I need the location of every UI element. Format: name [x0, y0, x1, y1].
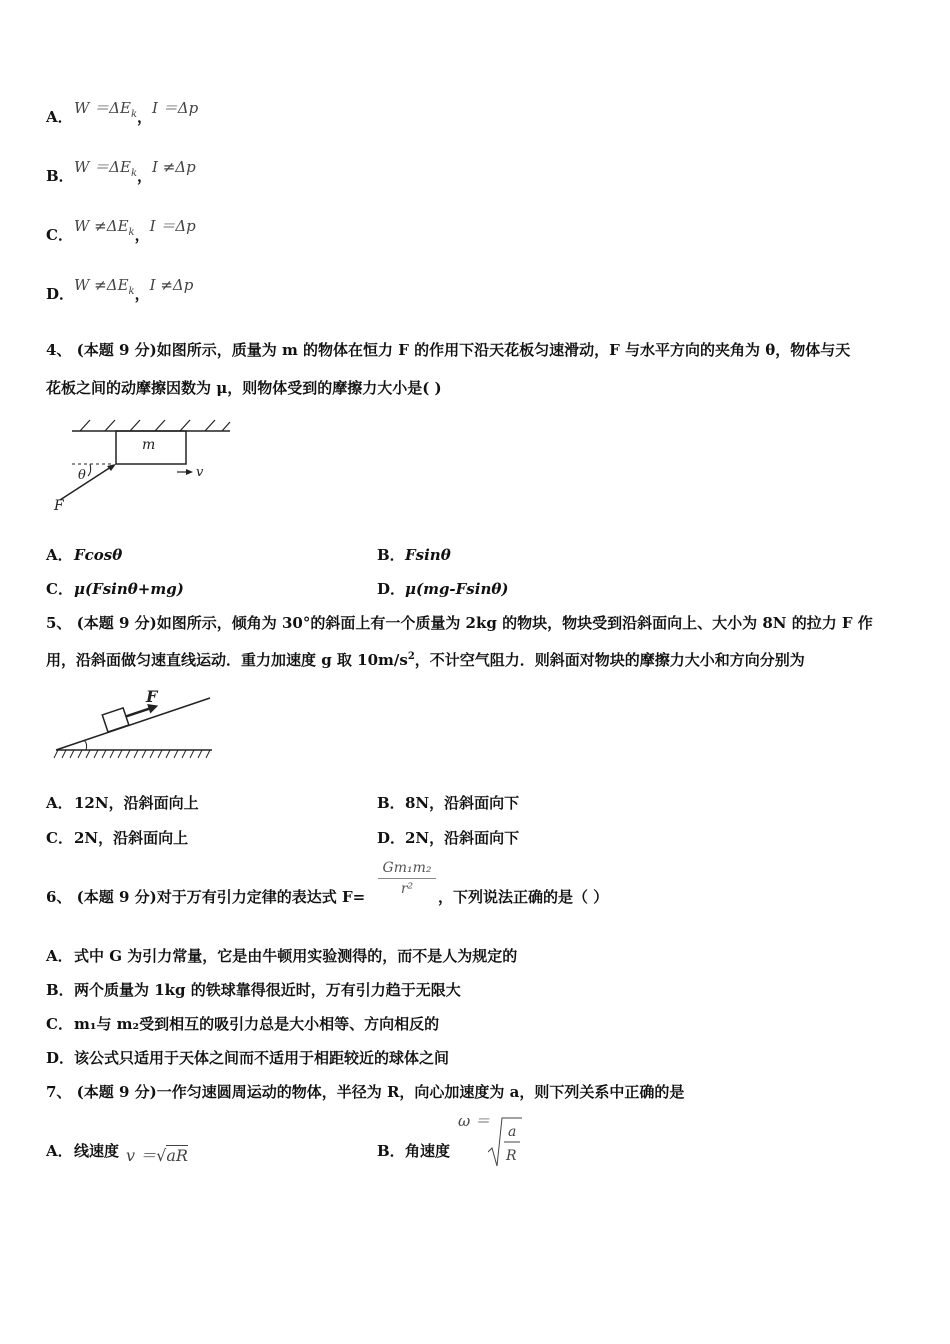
q4-figure — [50, 412, 240, 517]
q6-stem: 6、 (本题 9 分)对于万有引力定律的表达式 F= — [46, 888, 366, 906]
q4-stem-line2: 花板之间的动摩擦因数为 μ，则物体受到的摩擦力大小是( ) — [46, 379, 442, 397]
q5-stem-line1: 5、 (本题 9 分)如图所示，倾角为 30°的斜面上有一个质量为 2kg 的物块，物块受到沿斜面向上、大小为 8N 的拉力 F 作 — [46, 614, 873, 632]
q3-option-a: A．$W =\Delta E_k$，I ＝Δp — [46, 99, 199, 126]
q7-stem: 7、 (本题 9 分)一作匀速圆周运动的物体，半径为 R，向心加速度为 a，则下列关系中正确的是 — [46, 1083, 685, 1101]
q5-option-a: A．12N，沿斜面向上 — [46, 794, 199, 812]
q3-option-b: B．$W =\Delta E_k$，I ≠Δp — [46, 158, 196, 185]
q4-angle-label: θ — [78, 468, 86, 483]
q3-option-d: D．$W \ne\Delta E_k$，I ≠Δp — [46, 276, 194, 303]
formula-w: $W =\Delta E_k$ — [74, 158, 138, 179]
formula-w: $W \ne\Delta E_k$ — [74, 276, 135, 297]
q4-option-a: A．Fcosθ — [46, 546, 123, 564]
q7-option-b: B．角速度 — [377, 1142, 451, 1160]
q5-option-b: B．8N，沿斜面向下 — [377, 794, 520, 812]
svg-text:a: a — [508, 1124, 517, 1140]
q6-stem-suffix: ，下列说法正确的是（ ） — [438, 888, 609, 906]
q5-stem-line2: 用，沿斜面做匀速直线运动．重力加速度 g 取 $10m/s^2$，不计空气阻力．则斜面对物块的摩擦力大小和方向分别为 — [46, 651, 805, 669]
q7-formula-a: v ＝√aR — [126, 1146, 188, 1165]
q5-force-label: F — [146, 687, 158, 706]
q4-force-label: F — [54, 498, 64, 514]
q4-option-d: D．μ(mg-Fsinθ) — [377, 580, 509, 598]
q4-velocity-label: v — [196, 465, 204, 480]
q6-fraction: Gm₁m₂ r² — [378, 860, 436, 897]
q5-option-d: D．2N，沿斜面向下 — [377, 829, 520, 847]
q7-formula-b: ω ＝ a R — [458, 1116, 490, 1137]
q6-option-a: A．式中 G 为引力常量，它是由牛顿用实验测得的，而不是人为规定的 — [46, 947, 518, 965]
q3-option-c: C．$W \ne\Delta E_k$，I ＝Δp — [46, 217, 196, 244]
svg-text:R: R — [506, 1148, 517, 1164]
q5-figure — [50, 682, 220, 764]
q4-option-c: C．μ(Fsinθ+mg) — [46, 580, 184, 598]
q4-stem-line1: 4、 (本题 9 分)如图所示，质量为 m 的物体在恒力 F 的作用下沿天花板匀速滑动，F 与水平方向的夹角为 θ，物体与天 — [46, 341, 851, 359]
formula-i: I ≠Δp — [149, 276, 194, 294]
formula-w: $W =\Delta E_k$ — [74, 99, 138, 120]
q6-option-c: C．m₁与 m₂受到相互的吸引力总是大小相等、方向相反的 — [46, 1015, 440, 1033]
q6-option-b: B．两个质量为 1kg 的铁球靠得很近时，万有引力趋于无限大 — [46, 981, 461, 999]
formula-w: $W \ne\Delta E_k$ — [74, 217, 135, 238]
formula-i: I ＝Δp — [149, 217, 196, 235]
q6-option-d: D．该公式只适用于天体之间而不适用于相距较近的球体之间 — [46, 1049, 450, 1067]
q4-block-label: m — [142, 437, 156, 453]
formula-i: I ＝Δp — [152, 99, 199, 117]
q7-option-a: A．线速度 — [46, 1142, 120, 1160]
q5-option-c: C．2N，沿斜面向上 — [46, 829, 189, 847]
formula-i: I ≠Δp — [152, 158, 196, 176]
q4-option-b: B．Fsinθ — [377, 546, 451, 564]
